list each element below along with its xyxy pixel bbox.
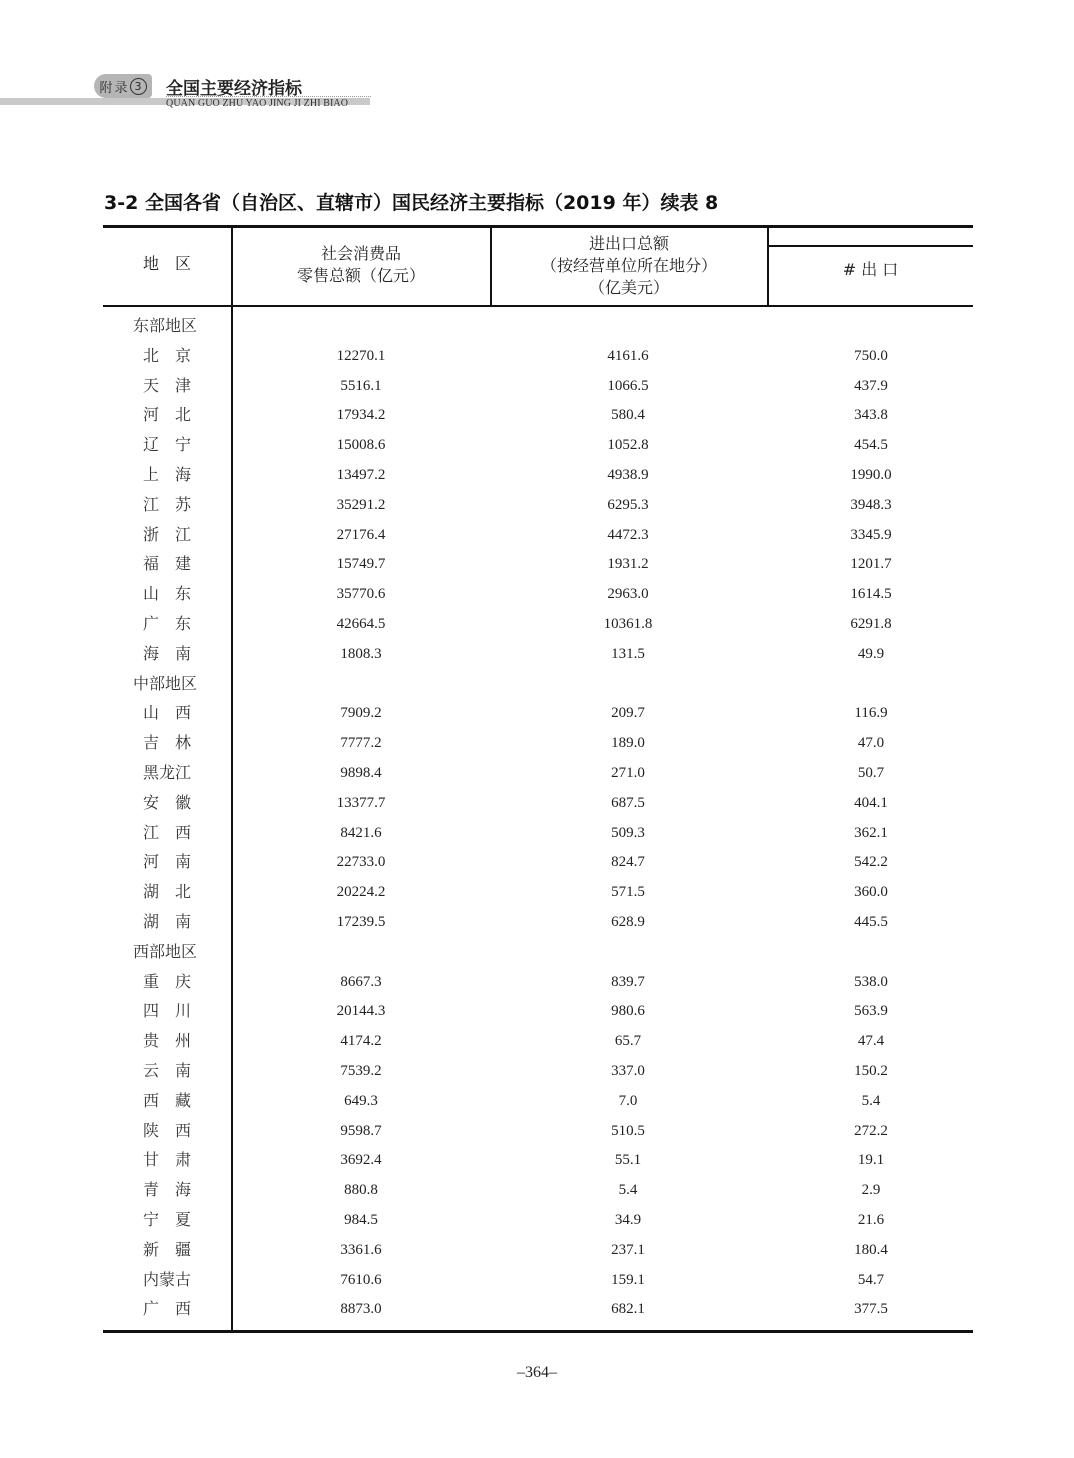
region-name: 青 海 — [142, 1180, 191, 1200]
column-header-label: 零售总额（亿元） — [296, 266, 425, 285]
export-cell: 360.0 — [854, 884, 888, 901]
header-dotted-divider — [166, 96, 371, 97]
table-row — [103, 1205, 973, 1235]
trade-total-cell — [588, 311, 668, 341]
export-cell: 437.9 — [854, 377, 888, 394]
column-header-label: （按经营单位所在地分） — [540, 256, 717, 275]
retail-sales-cell: 22733.0 — [336, 854, 386, 871]
retail-sales-cell: 17239.5 — [336, 914, 386, 930]
column-header-label: # 出 口 — [842, 260, 899, 279]
region-name: 云 南 — [142, 1061, 191, 1080]
column-header-export — [768, 259, 973, 281]
export-cell: 3948.3 — [850, 496, 892, 513]
export-cell: 116.9 — [854, 705, 888, 722]
export-cell: 3345.9 — [850, 526, 892, 543]
table-top-rule — [103, 225, 973, 228]
trade-total-cell: 189.0 — [611, 735, 645, 752]
trade-total-cell: 237.1 — [611, 1241, 645, 1258]
trade-total-cell: 10361.8 — [603, 616, 653, 632]
retail-sales-cell: 20224.2 — [336, 884, 386, 901]
table-row — [103, 818, 973, 848]
region-name: 天 津 — [142, 375, 191, 395]
table-row — [103, 1056, 973, 1086]
appendix-badge — [94, 74, 152, 98]
table-row — [103, 579, 973, 609]
region-name: 陕 西 — [142, 1120, 191, 1140]
export-cell: 404.1 — [854, 794, 888, 811]
trade-total-cell: 980.6 — [611, 1003, 645, 1020]
export-cell: 362.1 — [854, 824, 888, 841]
export-cell: 1990.0 — [850, 467, 892, 483]
region-name: 河 北 — [142, 405, 191, 425]
region-name: 宁 夏 — [142, 1210, 191, 1229]
retail-sales-cell: 880.8 — [344, 1182, 378, 1199]
running-header-title: 全国主要经济指标 — [166, 79, 302, 99]
column-header-label: 社会消费品 — [320, 244, 401, 263]
retail-sales-cell: 5516.1 — [340, 377, 382, 394]
export-cell: 150.2 — [854, 1063, 888, 1079]
export-cell: 1201.7 — [850, 556, 892, 573]
retail-sales-cell: 13497.2 — [336, 467, 386, 483]
table-row — [103, 1294, 973, 1324]
trade-total-cell: 7.0 — [618, 1092, 638, 1109]
table-row — [103, 877, 973, 907]
table-row — [103, 490, 973, 520]
table-row — [103, 1235, 973, 1265]
region-group-row — [103, 937, 973, 967]
retail-sales-cell: 8667.3 — [340, 973, 382, 990]
trade-total-cell: 4938.9 — [607, 467, 649, 483]
export-cell: 750.0 — [854, 347, 888, 364]
trade-total-cell: 628.9 — [611, 914, 645, 930]
trade-total-cell: 65.7 — [614, 1033, 642, 1050]
table-row — [103, 430, 973, 460]
trade-total-cell: 337.0 — [611, 1063, 645, 1079]
table-row — [103, 1086, 973, 1116]
trade-total-cell: 580.4 — [611, 407, 645, 424]
export-cell: 47.0 — [857, 735, 885, 752]
export-cell: 538.0 — [854, 973, 888, 990]
retail-sales-cell: 12270.1 — [336, 347, 386, 364]
export-cell: 47.4 — [857, 1033, 885, 1050]
table-row — [103, 371, 973, 401]
page-number: –364– — [517, 1364, 557, 1381]
region-group-label: 中部地区 — [133, 673, 198, 693]
trade-total-cell: 1066.5 — [607, 377, 649, 394]
export-cell: 377.5 — [854, 1301, 888, 1318]
export-cell: 2.9 — [861, 1182, 881, 1199]
table-row — [103, 1026, 973, 1056]
region-name: 上 海 — [142, 465, 191, 484]
retail-sales-cell: 27176.4 — [336, 526, 386, 543]
retail-sales-cell: 649.3 — [344, 1092, 378, 1109]
trade-total-cell: 571.5 — [611, 884, 645, 901]
export-cell — [831, 669, 911, 699]
table-row — [103, 400, 973, 430]
trade-total-cell: 2963.0 — [607, 586, 649, 603]
retail-sales-cell: 35291.2 — [336, 496, 386, 513]
retail-sales-cell — [321, 669, 401, 699]
retail-sales-cell: 7909.2 — [340, 705, 382, 722]
retail-sales-cell: 4174.2 — [340, 1033, 382, 1050]
retail-sales-cell: 15008.6 — [336, 437, 386, 454]
region-name: 山 西 — [142, 703, 191, 723]
trade-total-cell — [588, 937, 668, 967]
region-name: 福 建 — [142, 554, 191, 574]
region-name: 北 京 — [142, 345, 191, 365]
region-name: 江 西 — [142, 822, 191, 842]
trade-total-cell: 6295.3 — [607, 496, 649, 513]
appendix-number: 3 — [130, 78, 147, 95]
trade-total-cell: 824.7 — [611, 854, 645, 871]
retail-sales-cell: 13377.7 — [336, 794, 386, 811]
region-name: 四 川 — [142, 1001, 191, 1021]
region-name: 江 苏 — [142, 494, 191, 514]
table-row — [103, 698, 973, 728]
retail-sales-cell: 17934.2 — [336, 407, 386, 424]
retail-sales-cell: 984.5 — [344, 1212, 378, 1228]
region-name: 西 藏 — [142, 1090, 191, 1110]
region-name: 湖 南 — [142, 912, 191, 931]
region-name: 新 疆 — [142, 1239, 191, 1259]
region-name: 重 庆 — [142, 971, 191, 991]
table-row — [103, 967, 973, 997]
table-row — [103, 639, 973, 669]
column-header-trade — [491, 233, 767, 299]
retail-sales-cell: 7777.2 — [340, 735, 382, 752]
export-cell: 563.9 — [854, 1003, 888, 1020]
table-row — [103, 758, 973, 788]
trade-total-cell: 209.7 — [611, 705, 645, 722]
export-cell: 454.5 — [854, 437, 888, 454]
export-cell: 445.5 — [854, 914, 888, 930]
region-group-row — [103, 669, 973, 699]
region-name: 甘 肃 — [142, 1150, 191, 1170]
region-name: 安 徽 — [142, 792, 191, 812]
export-cell — [831, 937, 911, 967]
trade-total-cell: 159.1 — [611, 1271, 645, 1288]
trade-total-cell: 131.5 — [611, 645, 645, 662]
column-header-label: 进出口总额 — [588, 234, 669, 253]
table-title: 3-2 全国各省（自治区、直辖市）国民经济主要指标（2019 年）续表 8 — [104, 192, 719, 214]
table-row — [103, 1116, 973, 1146]
trade-total-cell: 271.0 — [611, 765, 645, 781]
retail-sales-cell: 42664.5 — [336, 616, 386, 632]
retail-sales-cell: 9898.4 — [340, 765, 382, 781]
trade-total-cell: 510.5 — [611, 1122, 645, 1139]
table-header-rule — [103, 305, 973, 307]
table-row — [103, 460, 973, 490]
running-header-pinyin: QUAN GUO ZHU YAO JING JI ZHI BIAO — [166, 98, 349, 109]
export-cell: 180.4 — [854, 1241, 888, 1258]
retail-sales-cell — [321, 311, 401, 341]
retail-sales-cell — [321, 937, 401, 967]
column-header-region — [103, 253, 231, 275]
appendix-badge-char: 录 — [114, 80, 128, 96]
column-header-label: 地 区 — [142, 254, 191, 273]
region-name: 海 南 — [142, 643, 191, 663]
export-cell: 1614.5 — [850, 586, 892, 603]
trade-total-cell: 1052.8 — [607, 437, 649, 454]
retail-sales-cell: 20144.3 — [336, 1003, 386, 1020]
region-name: 广 西 — [142, 1299, 191, 1319]
trade-total-cell: 1931.2 — [607, 556, 649, 573]
region-group-label: 西部地区 — [133, 941, 198, 961]
table-bottom-rule — [103, 1330, 973, 1333]
trade-total-cell: 55.1 — [614, 1152, 642, 1169]
table-row — [103, 847, 973, 877]
trade-total-cell: 4161.6 — [607, 347, 649, 364]
region-name: 河 南 — [142, 852, 191, 872]
export-cell: 6291.8 — [850, 616, 892, 632]
column-header-label: （亿美元） — [588, 278, 669, 297]
region-name: 内蒙古 — [142, 1269, 191, 1289]
export-subheader-rule — [768, 245, 973, 247]
export-cell: 19.1 — [857, 1152, 885, 1169]
trade-total-cell: 4472.3 — [607, 526, 649, 543]
region-name: 吉 林 — [142, 733, 191, 753]
region-group-label: 东部地区 — [133, 316, 198, 335]
export-cell: 54.7 — [857, 1271, 885, 1288]
export-cell: 343.8 — [854, 407, 888, 424]
column-header-retail — [232, 243, 490, 287]
region-name: 辽 宁 — [142, 435, 191, 455]
retail-sales-cell: 35770.6 — [336, 586, 386, 603]
table-row — [103, 520, 973, 550]
export-cell — [831, 311, 911, 341]
trade-total-cell: 509.3 — [611, 824, 645, 841]
export-cell: 49.9 — [857, 645, 885, 662]
export-cell: 21.6 — [857, 1212, 885, 1228]
table-row — [103, 609, 973, 639]
table-row — [103, 1145, 973, 1175]
region-name: 广 东 — [142, 614, 191, 633]
export-cell: 5.4 — [861, 1092, 881, 1109]
table-row — [103, 1265, 973, 1295]
table-row — [103, 341, 973, 371]
region-group-row — [103, 311, 973, 341]
table-row — [103, 788, 973, 818]
region-name: 贵 州 — [142, 1031, 191, 1051]
export-cell: 542.2 — [854, 854, 888, 871]
retail-sales-cell: 7610.6 — [340, 1271, 382, 1288]
region-name: 黑龙江 — [142, 763, 191, 782]
table-row — [103, 728, 973, 758]
trade-total-cell: 687.5 — [611, 794, 645, 811]
trade-total-cell: 34.9 — [614, 1212, 642, 1228]
table-row — [103, 996, 973, 1026]
retail-sales-cell: 7539.2 — [340, 1063, 382, 1079]
retail-sales-cell: 3361.6 — [340, 1241, 382, 1258]
export-cell: 272.2 — [854, 1122, 888, 1139]
retail-sales-cell: 15749.7 — [336, 556, 386, 573]
retail-sales-cell: 8873.0 — [340, 1301, 382, 1318]
table-row — [103, 549, 973, 579]
export-cell: 50.7 — [857, 765, 885, 781]
appendix-badge-char: 附 — [99, 80, 113, 96]
retail-sales-cell: 8421.6 — [340, 824, 382, 841]
region-name: 山 东 — [142, 584, 191, 604]
region-name: 浙 江 — [142, 524, 191, 544]
region-name: 湖 北 — [142, 882, 191, 902]
retail-sales-cell: 9598.7 — [340, 1122, 382, 1139]
retail-sales-cell: 3692.4 — [340, 1152, 382, 1169]
retail-sales-cell: 1808.3 — [340, 645, 382, 662]
trade-total-cell: 682.1 — [611, 1301, 645, 1318]
table-row — [103, 1175, 973, 1205]
trade-total-cell: 839.7 — [611, 973, 645, 990]
table-row — [103, 907, 973, 937]
trade-total-cell: 5.4 — [618, 1182, 638, 1199]
trade-total-cell — [588, 669, 668, 699]
